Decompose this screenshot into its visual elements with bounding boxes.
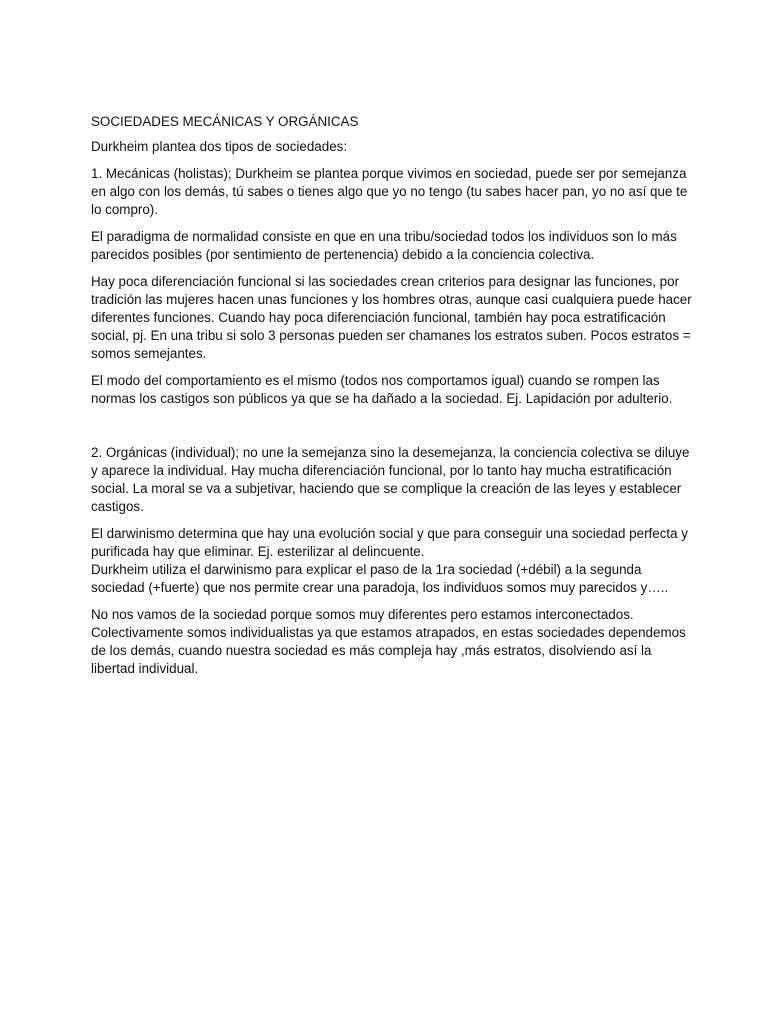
document-body	[91, 113, 697, 687]
paragraph-comportamiento: El modo del comportamiento es el mismo (todos nos comportamos igual) cuando se rompen las normas los castigos son públicos ya que se ha dañado a la sociedad. Ej. Lapidación por adulterio.	[91, 373, 673, 406]
paragraph-sociedad-interconectados: No nos vamos de la sociedad porque somos muy diferentes pero estamos interconectados.	[91, 607, 634, 622]
intro-paragraph: Durkheim plantea dos tipos de sociedades:	[91, 139, 348, 154]
paragraph-durkheim-darwinismo: Durkheim utiliza el darwinismo para explicar el paso de la 1ra sociedad (+débil) a la segunda sociedad (+fuerte) que nos permite crear una paradoja, los individuos somos muy parecidos y…..	[91, 562, 669, 595]
paragraph-paradigma: El paradigma de normalidad consiste en que en una tribu/sociedad todos los individuos son lo más parecidos posibles (por sentimiento de pertenencia) debido a la conciencia colectiva.	[91, 229, 677, 262]
paragraph-individualistas: Colectivamente somos individualistas ya que estamos atrapados, en estas sociedades dependemos de los demás, cuando nuestra sociedad es más compleja hay ,más estratos, disolviendo así la libertad individual.	[91, 625, 686, 676]
document-title: SOCIEDADES MECÁNICAS Y ORGÁNICAS	[91, 114, 359, 129]
paragraph-diferenciacion: Hay poca diferenciación funcional si las sociedades crean criterios para designar las funciones, por tradición las mujeres hacen unas funciones y los hombres otras, aunque casi cualquiera puede hacer diferentes funciones. Cuando hay poca diferenciación funcional, también hay poca estratificación social, pj. En una tribu si solo 3 personas pueden ser chamanes los estratos suben. Pocos estratos = somos semejantes.	[91, 274, 692, 361]
blank-line	[91, 417, 697, 444]
paragraph-darwinismo: El darwinismo determina que hay una evolución social y que para conseguir una sociedad perfecta y purificada hay que eliminar. Ej. esterilizar al delincuente.	[91, 526, 688, 559]
paragraph-mecanicas: 1. Mecánicas (holistas); Durkheim se plantea porque vivimos en sociedad, puede ser por semejanza en algo con los demás, tú sabes o tienes algo que yo no tengo (tu sabes hacer pan, yo no así que te lo compro).	[91, 166, 688, 217]
paragraph-organicas: 2. Orgánicas (individual); no une la semejanza sino la desemejanza, la conciencia colectiva se diluye y aparece la individual. Hay mucha diferenciación funcional, por lo tanto hay mucha estratificación social. La moral se va a subjetivar, haciendo que se complique la creación de las leyes y establecer castigos.	[91, 445, 690, 514]
